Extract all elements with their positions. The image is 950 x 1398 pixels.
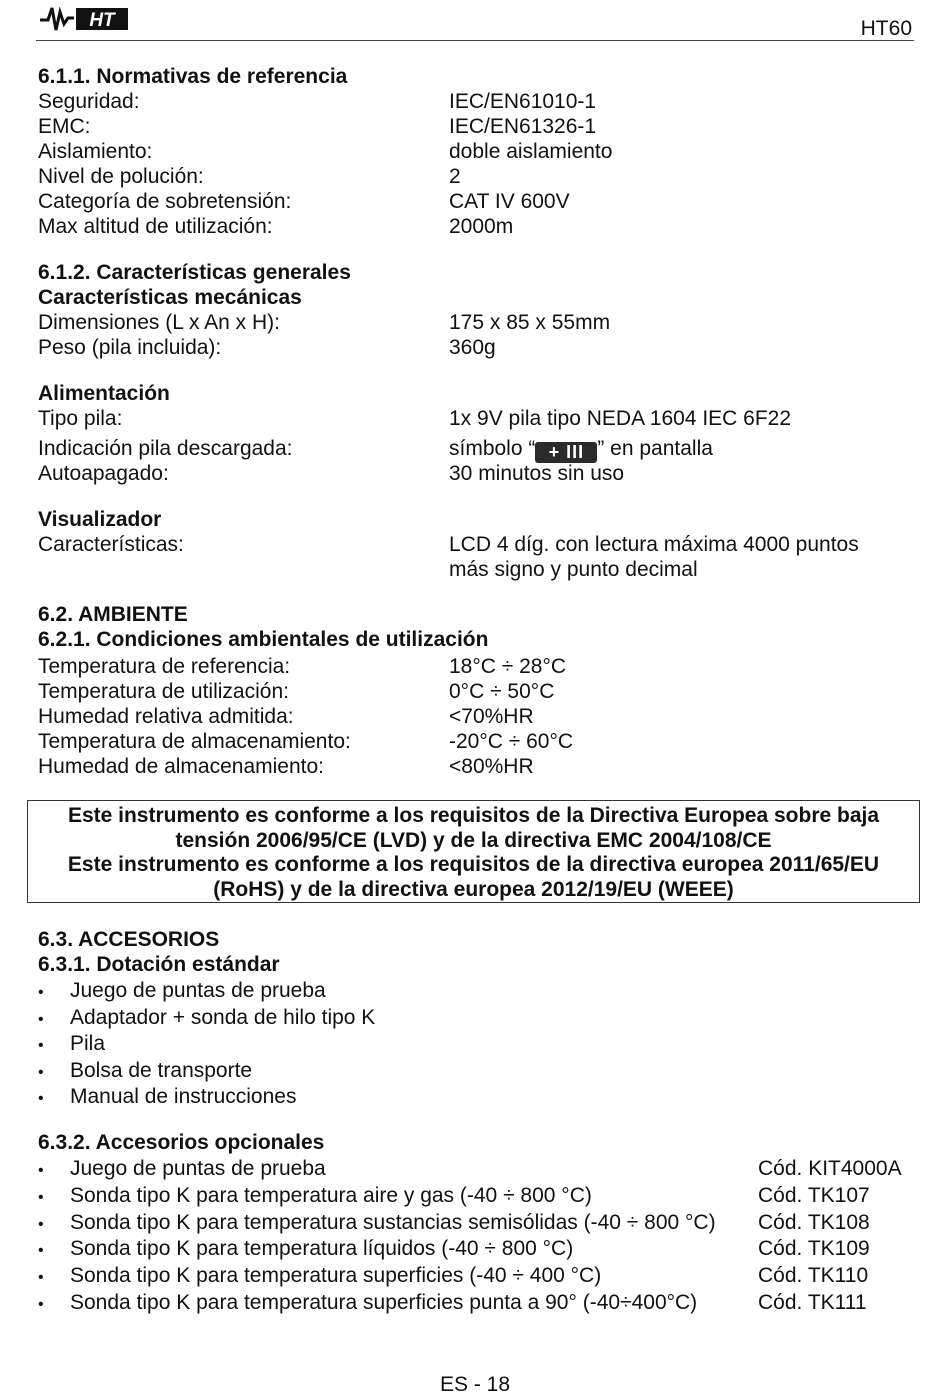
bullet-icon: • — [38, 1162, 44, 1179]
bullet-icon: • — [38, 1064, 44, 1081]
spec-label: Nivel de polución: — [38, 165, 204, 188]
power-title: Alimentación — [38, 382, 170, 405]
spec-label: Max altitud de utilización: — [38, 215, 273, 238]
optional-item-code: Cód. TK111 — [758, 1291, 867, 1314]
display-title: Visualizador — [38, 508, 162, 531]
low-battery-label: Indicación pila descargada: — [38, 437, 293, 460]
bullet-icon: • — [38, 1090, 44, 1107]
spec-label: Seguridad: — [38, 90, 140, 113]
header-divider — [36, 40, 914, 41]
optional-item-code: Cód. TK110 — [758, 1264, 869, 1287]
optional-item-code: Cód. TK109 — [758, 1237, 870, 1260]
spec-value: IEC/EN61010-1 — [449, 90, 597, 113]
weight-value: 360g — [449, 336, 496, 359]
model-name: HT60 — [860, 17, 912, 40]
spec-value: doble aislamiento — [449, 140, 613, 163]
battery-type-label: Tipo pila: — [38, 407, 123, 430]
notice-line: tensión 2006/95/CE (LVD) y de la directiva EMC 2004/108/CE — [175, 828, 772, 852]
display-features-label: Características: — [38, 533, 184, 556]
spec-value: CAT IV 600V — [449, 190, 570, 213]
logo-text: HT — [89, 10, 115, 31]
display-features-line1: LCD 4 díg. con lectura máxima 4000 puntos — [449, 533, 859, 556]
mechanical-title: Características mecánicas — [38, 286, 302, 309]
low-battery-prefix: símbolo “ — [449, 437, 536, 460]
page-number: ES - 18 — [439, 1373, 511, 1396]
heading-6-3-2: 6.3.2. Accesorios opcionales — [38, 1131, 325, 1154]
optional-item: Sonda tipo K para temperatura sustancias semisólidas (-40 ÷ 800 °C) — [70, 1211, 716, 1234]
notice-line: (RoHS) y de la directiva europea 2012/19/EU (WEEE) — [213, 877, 734, 901]
bullet-icon: • — [38, 1189, 44, 1206]
env-value: <80%HR — [449, 755, 534, 778]
standard-item: Bolsa de transporte — [70, 1059, 253, 1082]
optional-item-code: Cód. TK107 — [758, 1184, 870, 1207]
env-value: <70%HR — [449, 705, 534, 728]
display-features-line2: más signo y punto decimal — [449, 558, 698, 581]
bullet-icon: • — [38, 1011, 44, 1028]
env-label: Humedad de almacenamiento: — [38, 755, 325, 778]
bullet-icon: • — [38, 984, 44, 1001]
heading-6-1-1: 6.1.1. Normativas de referencia — [38, 65, 348, 88]
dimensions-value: 175 x 85 x 55mm — [449, 311, 611, 334]
env-value: 18°C ÷ 28°C — [449, 655, 567, 678]
bullet-icon: • — [38, 1242, 44, 1259]
optional-item-code: Cód. TK108 — [758, 1211, 870, 1234]
auto-off-label: Autoapagado: — [38, 462, 169, 485]
weight-label: Peso (pila incluida): — [38, 336, 222, 359]
optional-item: Sonda tipo K para temperatura líquidos (-40 ÷ 800 °C) — [70, 1237, 574, 1260]
spec-value: 2 — [449, 165, 461, 188]
env-value: -20°C ÷ 60°C — [449, 730, 574, 753]
standard-item: Pila — [70, 1032, 106, 1055]
env-label: Temperatura de utilización: — [38, 680, 289, 703]
spec-label: Aislamiento: — [38, 140, 153, 163]
heading-6-3: 6.3. ACCESORIOS — [38, 928, 220, 951]
bullet-icon: • — [38, 1216, 44, 1233]
bullet-icon: • — [38, 1296, 44, 1313]
low-battery-suffix: ” en pantalla — [597, 437, 713, 460]
heading-6-2-1: 6.2.1. Condiciones ambientales de utilización — [38, 628, 489, 651]
notice-line: Este instrumento es conforme a los requisitos de la Directiva Europea sobre baja — [67, 804, 880, 827]
env-label: Temperatura de almacenamiento: — [38, 730, 351, 753]
battery-symbol-icon: + III — [535, 442, 597, 463]
heading-6-1-2: 6.1.2. Características generales — [38, 261, 351, 284]
notice-line: Este instrumento es conforme a los requisitos de la directiva europea 2011/65/EU — [67, 853, 880, 876]
spec-value: IEC/EN61326-1 — [449, 115, 597, 138]
env-label: Humedad relativa admitida: — [38, 705, 294, 728]
standard-item: Adaptador + sonda de hilo tipo K — [70, 1006, 376, 1029]
standard-item: Manual de instrucciones — [70, 1085, 297, 1108]
env-value: 0°C ÷ 50°C — [449, 680, 555, 703]
optional-item: Sonda tipo K para temperatura superficies punta a 90° (-40÷400°C) — [70, 1291, 698, 1314]
spec-label: Categoría de sobretensión: — [38, 190, 292, 213]
env-label: Temperatura de referencia: — [38, 655, 291, 678]
dimensions-label: Dimensiones (L x An x H): — [38, 311, 280, 334]
auto-off-value: 30 minutos sin uso — [449, 462, 625, 485]
spec-value: 2000m — [449, 215, 514, 238]
optional-item: Sonda tipo K para temperatura superficies (-40 ÷ 400 °C) — [70, 1264, 602, 1287]
standard-item: Juego de puntas de prueba — [70, 979, 326, 1002]
battery-type-value: 1x 9V pila tipo NEDA 1604 IEC 6F22 — [449, 407, 792, 430]
ht-logo — [38, 4, 130, 34]
optional-item: Juego de puntas de prueba — [70, 1157, 326, 1180]
optional-item: Sonda tipo K para temperatura aire y gas (-40 ÷ 800 °C) — [70, 1184, 592, 1207]
conformity-notice — [27, 800, 920, 903]
optional-item-code: Cód. KIT4000A — [758, 1157, 902, 1180]
spec-label: EMC: — [38, 115, 91, 138]
heading-6-3-1: 6.3.1. Dotación estándar — [38, 953, 280, 976]
low-battery-value — [449, 436, 713, 463]
bullet-icon: • — [38, 1037, 44, 1054]
bullet-icon: • — [38, 1269, 44, 1286]
heading-6-2: 6.2. AMBIENTE — [38, 603, 188, 626]
